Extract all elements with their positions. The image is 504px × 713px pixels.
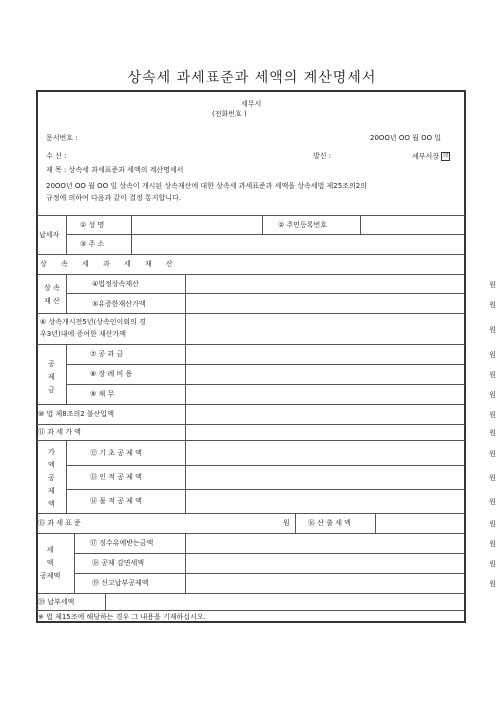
rule bbox=[37, 254, 465, 255]
unit-won: 원 bbox=[489, 301, 496, 309]
rule bbox=[185, 274, 186, 313]
filing-credit-label: ⑲ 신고납부공제액 bbox=[92, 579, 149, 587]
unit-won: 원 bbox=[489, 560, 496, 568]
rule bbox=[37, 610, 465, 611]
rule bbox=[105, 593, 106, 610]
unit-won: 원 bbox=[489, 498, 496, 506]
public-charges-label: ⑦ 공 과 금 bbox=[90, 350, 124, 358]
rule bbox=[185, 404, 186, 440]
property-deduction-label: ⑭ 물 적 공 제 액 bbox=[90, 497, 142, 505]
rule bbox=[185, 440, 186, 513]
deferred-collection-label: ⑰ 징수유예받는금액 bbox=[90, 539, 154, 547]
rule bbox=[66, 465, 465, 466]
doc-number-label: 문서번호 : bbox=[46, 134, 78, 142]
rule bbox=[37, 313, 465, 314]
rule bbox=[37, 344, 465, 345]
rule bbox=[375, 513, 376, 533]
recipient-label: 수 신 : bbox=[46, 152, 67, 160]
funeral-expenses-label: ⑧ 장 례 비 용 bbox=[90, 370, 133, 378]
rule bbox=[185, 313, 186, 344]
rule bbox=[74, 553, 465, 554]
rule bbox=[185, 533, 186, 593]
unit-won: 원 bbox=[489, 580, 496, 588]
rule bbox=[66, 489, 465, 490]
rule bbox=[185, 344, 186, 404]
rule bbox=[37, 593, 465, 594]
estate-group-label: 상 속 재 산 bbox=[44, 284, 60, 305]
reduction-credit-label: ⑱ 공제 감면세액 bbox=[92, 559, 145, 567]
rule bbox=[131, 215, 132, 254]
rule bbox=[262, 215, 263, 234]
statutory-inheritance-label: ④법정상속재산 bbox=[92, 280, 139, 288]
unit-won: 원 bbox=[489, 474, 496, 482]
rule bbox=[66, 274, 67, 313]
unit-won: 원 bbox=[489, 351, 496, 359]
address-field-label: ③ 주 소 bbox=[80, 240, 105, 248]
rule bbox=[295, 513, 296, 533]
name-field-label: ① 성 명 bbox=[80, 221, 105, 229]
resident-id-field-label: ② 주민등록번호 bbox=[278, 221, 328, 229]
unit-won: 원 bbox=[489, 371, 496, 379]
unit-won: 원 bbox=[489, 391, 496, 399]
rule bbox=[66, 234, 465, 235]
rule bbox=[360, 215, 361, 234]
rule bbox=[37, 215, 465, 216]
unit-won: 원 bbox=[489, 281, 496, 289]
unit-won: 원 bbox=[489, 540, 496, 548]
tax-base-label: ⑮ 과 세 표 준 bbox=[38, 519, 81, 527]
rule bbox=[74, 573, 465, 574]
notice-body-line2: 규정에 의하여 다음과 같이 결정 통지합니다. bbox=[46, 194, 182, 202]
bequest-value-label: ⑤유증한재산가액 bbox=[92, 300, 146, 308]
unit-won: 원 bbox=[489, 326, 496, 334]
personal-deduction-label: ⑬ 인 적 공 제 액 bbox=[90, 473, 142, 481]
rule bbox=[66, 344, 67, 404]
unit-won: 원 bbox=[489, 429, 496, 437]
value-deduction-group-label: 가 액 공 제 액 bbox=[48, 448, 55, 508]
prior-gift-label-line2: 우3년)내에 증여한 재산가액 bbox=[40, 330, 127, 338]
tax-payable-label: ⑳ 납부세액 bbox=[38, 598, 75, 606]
rule bbox=[37, 440, 465, 441]
deduction-group-label: 공 제 금 bbox=[48, 360, 55, 394]
unit-won: 원 bbox=[283, 519, 290, 527]
rule bbox=[66, 384, 465, 385]
rule bbox=[66, 293, 465, 294]
subject-line: 제 목 : 상속세 과세표준과 세액의 계산명세서 bbox=[46, 166, 184, 174]
rule bbox=[37, 274, 465, 275]
rule bbox=[37, 533, 465, 534]
unit-won: 원 bbox=[489, 520, 496, 528]
sender-value: 세무서장 印 bbox=[412, 152, 449, 161]
rule bbox=[66, 440, 67, 513]
computed-tax-label: ⑯ 산 출 세 액 bbox=[308, 519, 351, 527]
tax-credit-group-label: 세 액 공제액 bbox=[40, 546, 61, 580]
unit-won: 원 bbox=[489, 450, 496, 458]
tax-office-label: 세무서 bbox=[241, 100, 262, 108]
unit-won: 원 bbox=[489, 411, 496, 419]
notice-body-line1: 20OO년 OO 월 OO 일 상속이 개시된 상속재산에 대한 상속세 과세표준과 세액을 상속세법 제25조의2의 bbox=[46, 182, 367, 190]
sender-label: 발신 : bbox=[313, 152, 332, 160]
rule bbox=[37, 404, 465, 405]
footnote: ※ 법 제15조에 해당하는 경우 그 내용을 기재하십시오. bbox=[38, 613, 206, 621]
estate-section-header: 상 속 세 과 세 재 산 bbox=[40, 260, 179, 268]
basic-deduction-label: ⑫ 기 초 공 제 액 bbox=[90, 449, 142, 457]
taxable-value-label: ⑪ 과 세 가 액 bbox=[38, 428, 81, 436]
rule bbox=[74, 533, 75, 593]
rule bbox=[37, 513, 465, 514]
phone-label: (전화번호 ) bbox=[212, 110, 247, 118]
seal-mark: 印 bbox=[443, 153, 449, 159]
issue-date: 20OO년 OO 월 OO 일 bbox=[370, 134, 442, 142]
taxpayer-label: 납세자 bbox=[39, 231, 60, 239]
prior-gift-label-line1: ⑥ 상속개시전5년(상속인이외의 경 bbox=[40, 318, 146, 326]
debts-label: ⑨ 채 무 bbox=[90, 390, 115, 398]
rule bbox=[37, 424, 465, 425]
rule bbox=[66, 364, 465, 365]
page-title: 상속세 과세표준과 세액의 계산명세서 bbox=[127, 70, 377, 86]
rule bbox=[66, 215, 67, 254]
non-inclusion-label: ⑩ 법 제8조의2 불산입액 bbox=[38, 410, 114, 418]
